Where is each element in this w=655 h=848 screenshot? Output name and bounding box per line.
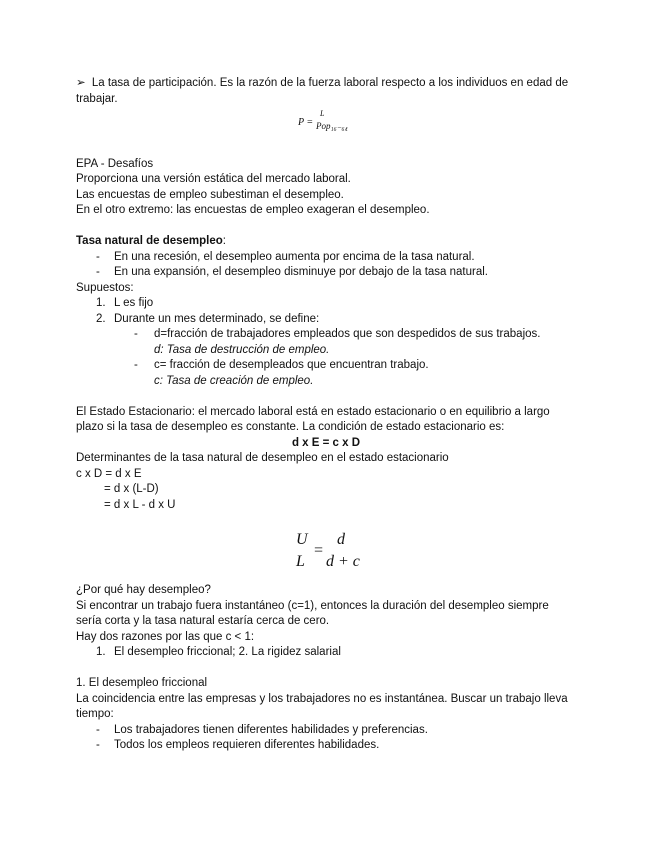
natural-rate-heading xyxy=(76,234,576,250)
assumption-text: L es fijo xyxy=(114,297,154,309)
natural-rate-bullet: En una recesión, el desempleo aumenta por encima de la tasa natural. xyxy=(114,250,475,263)
natural-rate-formula xyxy=(76,529,576,583)
derivation-line: = d x (L-D) xyxy=(104,483,159,495)
assumption-text: Durante un mes determinado, se define: xyxy=(114,312,320,325)
reason-text: El desempleo friccional; 2. La rigidez salarial xyxy=(114,646,341,658)
list-item: - En una recesión, el desempleo aumenta por encima de la tasa natural. xyxy=(96,250,475,263)
list-number: 2. xyxy=(96,312,106,325)
list-number: 1. xyxy=(96,297,106,309)
list-item: - c= fracción de desempleados que encuentran trabajo. xyxy=(134,359,429,371)
formula-l: L xyxy=(296,553,305,570)
formula-equals: = xyxy=(313,542,324,559)
list-item xyxy=(76,296,576,312)
document-page xyxy=(76,76,576,754)
epa-line: En el otro extremo: las encuestas de empleo exageran el desempleo. xyxy=(76,204,430,216)
participation-formula xyxy=(76,107,576,141)
epa-line: Proporciona una versión estática del mercado laboral. xyxy=(76,173,351,185)
list-item: - En una expansión, el desempleo disminuye por debajo de la tasa natural. xyxy=(96,266,488,278)
natural-rate-bullet: En una expansión, el desempleo disminuye por debajo de la tasa natural. xyxy=(114,266,488,278)
why-paragraph: Si encontrar un trabajo fuera instantáneo (c=1), entonces la duración del desempleo siempre sería corta y la tasa natural estaría cerca de cero. xyxy=(76,599,549,627)
arrow-bullet-icon: ➢ xyxy=(76,77,86,89)
derivation-line: c x D = d x E xyxy=(76,467,142,480)
frictional-paragraph: La coincidencia entre las empresas y los trabajadores no es instantánea. Buscar un trabajo lleva tiempo: xyxy=(76,692,568,720)
formula-lhs: P = xyxy=(298,117,314,128)
derivation-line: = d x L - d x U xyxy=(104,498,176,511)
natural-rate-colon: : xyxy=(222,235,226,247)
definition-text: d=fracción de trabajadores empleados que son despedidos de sus trabajos. xyxy=(154,328,541,340)
epa-title: EPA - Desafíos xyxy=(76,157,154,170)
why-title: ¿Por qué hay desempleo? xyxy=(76,584,211,596)
definition-text: c= fracción de desempleados que encuentran trabajo. xyxy=(154,359,429,371)
frictional-bullet: Todos los empleos requieren diferentes habilidades. xyxy=(114,739,380,751)
formula-u: U xyxy=(296,531,308,548)
epa-line: Las encuestas de empleo subestiman el desempleo. xyxy=(76,188,344,201)
list-item: - Todos los empleos requieren diferentes habilidades. xyxy=(96,739,380,751)
formula-d-plus-c: d + c xyxy=(326,553,360,570)
participation-paragraph xyxy=(76,76,576,107)
frictional-title: 1. El desempleo friccional xyxy=(76,677,208,689)
list-item: - d=fracción de trabajadores empleados que son despedidos de sus trabajos. xyxy=(134,328,541,340)
assumptions-title: Supuestos: xyxy=(76,281,134,294)
steady-state-condition: d x E = c x D xyxy=(291,436,361,449)
reasons-intro: Hay dos razones por las que c < 1: xyxy=(76,630,255,643)
definition-italic: c: Tasa de creación de empleo. xyxy=(154,374,314,387)
list-item: - Los trabajadores tienen diferentes habilidades y preferencias. xyxy=(96,723,428,736)
list-item xyxy=(76,312,576,328)
definition-italic: d: Tasa de destrucción de empleo. xyxy=(154,343,330,356)
formula-d: d xyxy=(337,531,345,548)
list-number: 1. xyxy=(96,646,106,658)
frictional-bullet: Los trabajadores tienen diferentes habilidades y preferencias. xyxy=(114,723,428,736)
formula-numerator: L xyxy=(320,109,325,118)
list-item xyxy=(76,645,576,661)
natural-rate-title: Tasa natural de desempleo xyxy=(76,235,223,247)
determinants-title: Determinantes de la tasa natural de desempleo en el estado estacionario xyxy=(76,452,449,464)
formula-denominator: Pop₁₆₋₆₄ xyxy=(316,121,348,131)
steady-state-paragraph: El Estado Estacionario: el mercado laboral está en estado estacionario o en equilibrio a largo plazo si la tasa de desempleo es constante. La condición de estado estacionario es: xyxy=(76,405,550,433)
participation-text: La tasa de participación. Es la razón de la fuerza laboral respecto a los individuos en edad de trabajar. xyxy=(76,77,569,105)
